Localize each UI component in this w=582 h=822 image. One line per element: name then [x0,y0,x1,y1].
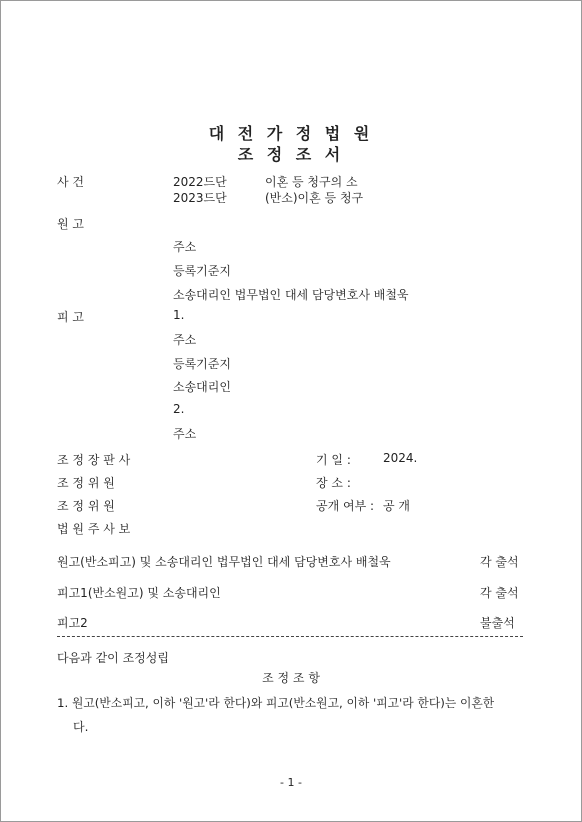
defendant-1-registry: 등록기준지 [173,357,231,371]
mediation-clause-1-continued: 다. [73,720,89,734]
attendance-party-3: 피고2 [57,616,88,630]
case-number-1: 2022드단 [173,175,227,189]
session-place-label: 장 소 : [316,476,351,490]
defendant-1-address: 주소 [173,333,197,347]
attendance-party-2: 피고1(반소원고) 및 소송대리인 [57,586,221,600]
defendant-label: 피 고 [57,310,84,324]
session-date-value: 2024. [383,451,418,465]
page-number: - 1 - [280,776,302,789]
case-label: 사 건 [57,175,84,189]
plaintiff-address: 주소 [173,240,197,254]
mediation-member-2-label: 조 정 위 원 [57,499,115,513]
attendance-status-2: 각 출석 [480,586,519,600]
court-name: 대 전 가 정 법 원 [208,124,374,143]
case-number-2: 2023드단 [173,191,227,205]
attendance-status-1: 각 출석 [480,555,519,569]
document-title: 조 정 조 서 [237,145,345,164]
case-title-2: (반소)이혼 등 청구 [265,191,364,205]
plaintiff-label: 원 고 [57,217,84,231]
settlement-intro: 다음과 같이 조정성립 [57,651,169,665]
section-title: 조 정 조 항 [262,671,320,685]
presiding-judge-label: 조 정 장 판 사 [57,453,131,467]
case-title-1: 이혼 등 청구의 소 [265,175,358,189]
dashed-divider [57,636,523,637]
defendant-1-counsel: 소송대리인 [173,380,231,394]
public-status-label: 공개 여부 : [316,499,375,513]
mediation-clause-1: 1. 원고(반소피고, 이하 '원고'라 한다)와 피고(반소원고, 이하 '피고'라 한다)는 이혼한 [57,696,495,710]
mediation-member-1-label: 조 정 위 원 [57,476,115,490]
plaintiff-registry: 등록기준지 [173,264,231,278]
court-clerk-label: 법 원 주 사 보 [57,522,131,536]
defendant-2-address: 주소 [173,427,197,441]
attendance-party-1: 원고(반소피고) 및 소송대리인 법무법인 대세 담당변호사 배철욱 [57,555,391,569]
attendance-status-3: 불출석 [480,616,515,630]
public-status-value: 공 개 [383,499,410,513]
session-date-label: 기 일 : [316,453,351,467]
defendant-2-number: 2. [173,402,185,416]
plaintiff-counsel: 소송대리인 법무법인 대세 담당변호사 배철욱 [173,288,409,302]
defendant-1-number: 1. [173,308,185,322]
